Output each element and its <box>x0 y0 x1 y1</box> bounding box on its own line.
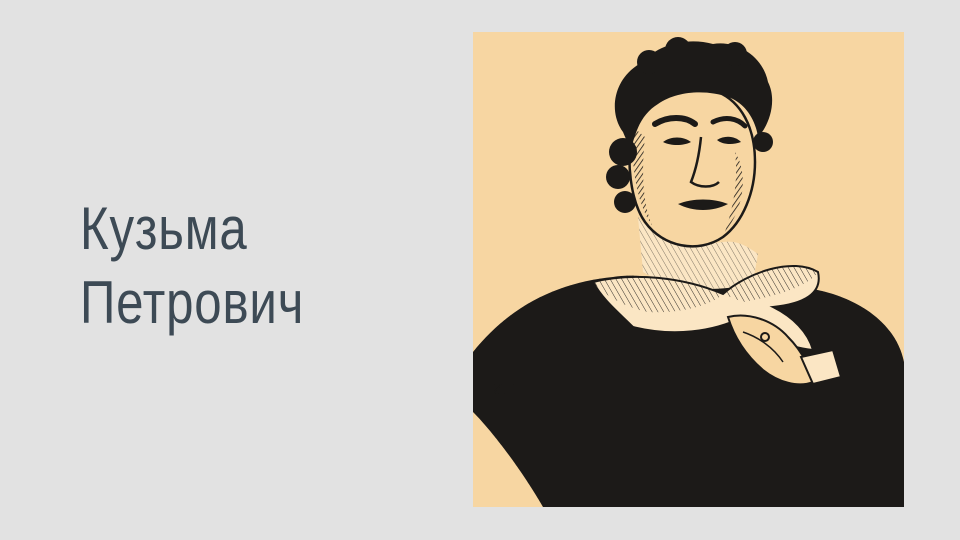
slide-title <box>80 192 359 340</box>
artist-signature: ИП <box>491 382 516 398</box>
portrait-illustration <box>473 32 904 507</box>
title-line-patronymic: Петрович <box>80 269 305 336</box>
title-line-first-name: Кузьма <box>80 195 248 262</box>
